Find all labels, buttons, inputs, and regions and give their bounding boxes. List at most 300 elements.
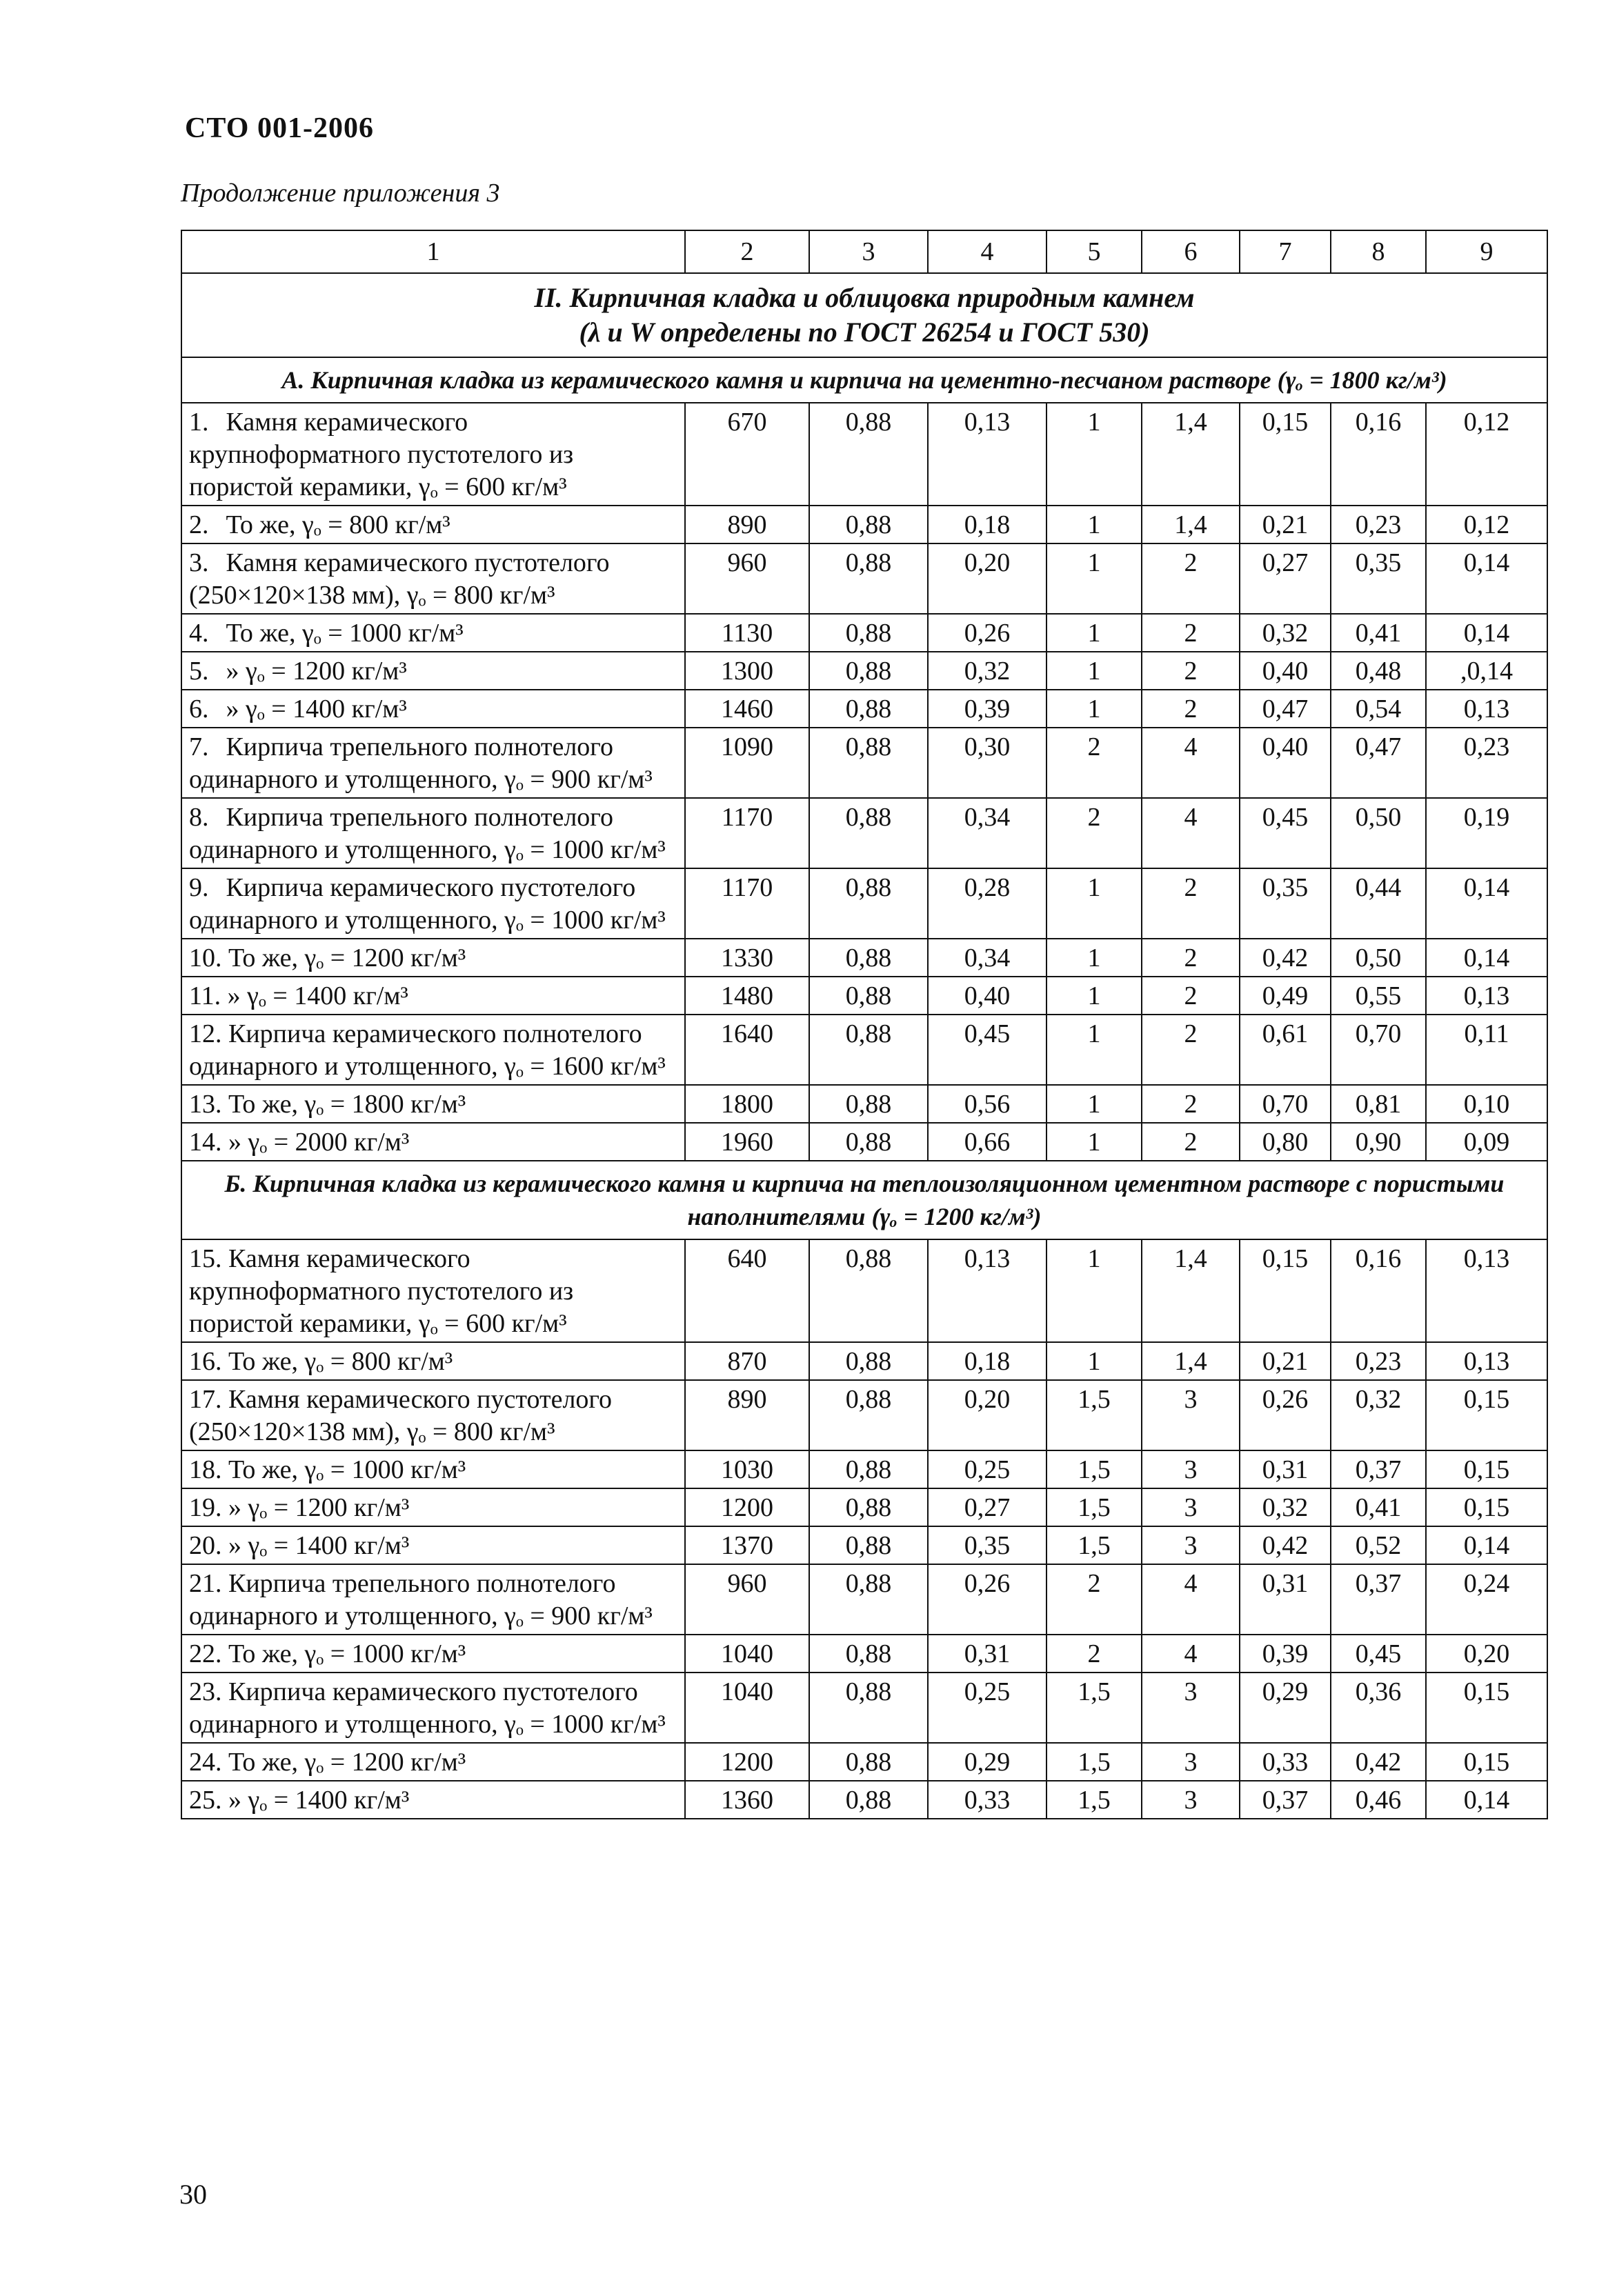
material-name: » γₒ = 1400 кг/м³ — [228, 1786, 410, 1815]
value-cell-col-8: 0,50 — [1331, 798, 1426, 868]
value-cell-col-6: 2 — [1142, 543, 1240, 614]
table-row — [181, 506, 1547, 543]
value-cell-col-9: 0,14 — [1426, 1526, 1547, 1564]
value-cell-col-7: 0,42 — [1240, 939, 1331, 977]
value-cell-col-5: 1,5 — [1047, 1380, 1142, 1450]
material-cell — [181, 1015, 685, 1085]
material-name: Кирпича керамического полнотелого одинарного и утолщенного, γₒ = 1600 кг/м³ — [189, 1019, 666, 1081]
value-cell-col-4: 0,56 — [928, 1085, 1047, 1123]
value-cell-col-7: 0,21 — [1240, 506, 1331, 543]
value-cell-col-3: 0,88 — [809, 1342, 928, 1380]
value-cell-col-4: 0,40 — [928, 977, 1047, 1015]
value-cell-col-6: 3 — [1142, 1380, 1240, 1450]
value-cell-col-3: 0,88 — [809, 652, 928, 690]
section-title: II. Кирпичная кладка и облицовка природным камнем — [534, 282, 1195, 313]
value-cell-col-4: 0,18 — [928, 1342, 1047, 1380]
subsection-title: А. Кирпичная кладка из керамического камня и кирпича на цементно-песчаном растворе (γₒ = 1800 кг/м³) — [181, 357, 1547, 403]
value-cell-col-3: 0,88 — [809, 403, 928, 506]
section-note: (λ и W определены по ГОСТ 26254 и ГОСТ 530) — [579, 317, 1150, 348]
material-name: Кирпича трепельного полнотелого одинарного и утолщенного, γₒ = 900 кг/м³ — [189, 732, 653, 794]
row-number: 11. — [189, 981, 221, 1010]
value-cell-col-3: 0,88 — [809, 1743, 928, 1781]
material-cell — [181, 1635, 685, 1673]
value-cell-col-8: 0,16 — [1331, 403, 1426, 506]
material-cell — [181, 1123, 685, 1161]
thermal-properties-table — [181, 230, 1548, 1819]
value-cell-col-2: 1170 — [685, 798, 809, 868]
value-cell-col-8: 0,42 — [1331, 1743, 1426, 1781]
value-cell-col-9: 0,14 — [1426, 1781, 1547, 1819]
value-cell-col-6: 2 — [1142, 614, 1240, 652]
value-cell-col-9: 0,13 — [1426, 1342, 1547, 1380]
value-cell-col-5: 1,5 — [1047, 1743, 1142, 1781]
material-cell — [181, 728, 685, 798]
row-number: 23. — [189, 1677, 222, 1706]
value-cell-col-4: 0,25 — [928, 1673, 1047, 1743]
material-name: Камня керамического крупноформатного пустотелого из пористой керамики, γₒ = 600 кг/м³ — [189, 1244, 574, 1338]
value-cell-col-7: 0,15 — [1240, 403, 1331, 506]
value-cell-col-3: 0,88 — [809, 939, 928, 977]
value-cell-col-5: 1 — [1047, 1123, 1142, 1161]
value-cell-col-5: 1 — [1047, 506, 1142, 543]
value-cell-col-7: 0,15 — [1240, 1239, 1331, 1342]
value-cell-col-3: 0,88 — [809, 1781, 928, 1819]
value-cell-col-4: 0,45 — [928, 1015, 1047, 1085]
value-cell-col-9: ,0,14 — [1426, 652, 1547, 690]
row-number: 10. — [189, 944, 222, 972]
value-cell-col-7: 0,31 — [1240, 1564, 1331, 1635]
value-cell-col-9: 0,15 — [1426, 1673, 1547, 1743]
value-cell-col-9: 0,14 — [1426, 614, 1547, 652]
column-header: 6 — [1142, 230, 1240, 273]
table-row — [181, 868, 1547, 939]
row-number: 19. — [189, 1493, 222, 1522]
value-cell-col-6: 2 — [1142, 690, 1240, 728]
value-cell-col-4: 0,30 — [928, 728, 1047, 798]
value-cell-col-7: 0,29 — [1240, 1673, 1331, 1743]
value-cell-col-8: 0,35 — [1331, 543, 1426, 614]
value-cell-col-8: 0,44 — [1331, 868, 1426, 939]
table-row — [181, 614, 1547, 652]
row-number: 4. — [189, 619, 209, 648]
material-name: » γₒ = 1200 кг/м³ — [228, 1493, 410, 1522]
column-header: 2 — [685, 230, 809, 273]
value-cell-col-6: 2 — [1142, 652, 1240, 690]
row-number: 14. — [189, 1128, 222, 1157]
material-cell — [181, 1781, 685, 1819]
section-heading-row — [181, 273, 1547, 357]
value-cell-col-5: 2 — [1047, 798, 1142, 868]
value-cell-col-6: 3 — [1142, 1488, 1240, 1526]
value-cell-col-6: 2 — [1142, 977, 1240, 1015]
value-cell-col-2: 1800 — [685, 1085, 809, 1123]
value-cell-col-9: 0,14 — [1426, 939, 1547, 977]
material-name: Кирпича трепельного полнотелого одинарного и утолщенного, γₒ = 900 кг/м³ — [189, 1569, 653, 1630]
row-number: 15. — [189, 1244, 222, 1273]
value-cell-col-7: 0,61 — [1240, 1015, 1331, 1085]
material-name: То же, γₒ = 1200 кг/м³ — [228, 1748, 466, 1777]
column-number-row — [181, 230, 1547, 273]
material-cell — [181, 506, 685, 543]
value-cell-col-2: 670 — [685, 403, 809, 506]
table-row — [181, 1743, 1547, 1781]
material-cell — [181, 1450, 685, 1488]
value-cell-col-9: 0,24 — [1426, 1564, 1547, 1635]
column-header: 7 — [1240, 230, 1331, 273]
row-number: 12. — [189, 1019, 222, 1048]
table-row — [181, 1342, 1547, 1380]
value-cell-col-9: 0,09 — [1426, 1123, 1547, 1161]
material-cell — [181, 868, 685, 939]
table-row — [181, 652, 1547, 690]
table-row — [181, 939, 1547, 977]
value-cell-col-5: 1 — [1047, 614, 1142, 652]
value-cell-col-2: 1480 — [685, 977, 809, 1015]
value-cell-col-7: 0,35 — [1240, 868, 1331, 939]
row-number: 25. — [189, 1786, 222, 1815]
table-row — [181, 1015, 1547, 1085]
value-cell-col-4: 0,34 — [928, 939, 1047, 977]
value-cell-col-5: 1 — [1047, 868, 1142, 939]
value-cell-col-2: 1090 — [685, 728, 809, 798]
value-cell-col-6: 3 — [1142, 1526, 1240, 1564]
value-cell-col-9: 0,14 — [1426, 868, 1547, 939]
value-cell-col-4: 0,26 — [928, 614, 1047, 652]
material-cell — [181, 1564, 685, 1635]
table-body — [181, 230, 1547, 1819]
value-cell-col-4: 0,25 — [928, 1450, 1047, 1488]
value-cell-col-5: 2 — [1047, 1564, 1142, 1635]
value-cell-col-7: 0,27 — [1240, 543, 1331, 614]
value-cell-col-7: 0,70 — [1240, 1085, 1331, 1123]
value-cell-col-8: 0,47 — [1331, 728, 1426, 798]
material-cell — [181, 543, 685, 614]
value-cell-col-6: 4 — [1142, 798, 1240, 868]
value-cell-col-9: 0,13 — [1426, 690, 1547, 728]
value-cell-col-2: 1330 — [685, 939, 809, 977]
value-cell-col-2: 870 — [685, 1342, 809, 1380]
document-code: СТО 001-2006 — [185, 112, 374, 144]
material-name: Камня керамического пустотелого (250×120×138 мм), γₒ = 800 кг/м³ — [189, 1385, 613, 1446]
table-row — [181, 690, 1547, 728]
material-cell — [181, 1239, 685, 1342]
material-cell — [181, 939, 685, 977]
value-cell-col-9: 0,15 — [1426, 1450, 1547, 1488]
value-cell-col-9: 0,15 — [1426, 1743, 1547, 1781]
column-header: 4 — [928, 230, 1047, 273]
value-cell-col-8: 0,48 — [1331, 652, 1426, 690]
material-name: Кирпича трепельного полнотелого одинарного и утолщенного, γₒ = 1000 кг/м³ — [189, 803, 666, 864]
table-row — [181, 1380, 1547, 1450]
value-cell-col-2: 960 — [685, 1564, 809, 1635]
value-cell-col-3: 0,88 — [809, 1015, 928, 1085]
value-cell-col-9: 0,15 — [1426, 1488, 1547, 1526]
value-cell-col-7: 0,47 — [1240, 690, 1331, 728]
table-row — [181, 977, 1547, 1015]
value-cell-col-9: 0,14 — [1426, 543, 1547, 614]
value-cell-col-6: 2 — [1142, 1085, 1240, 1123]
value-cell-col-7: 0,49 — [1240, 977, 1331, 1015]
value-cell-col-6: 2 — [1142, 868, 1240, 939]
value-cell-col-9: 0,13 — [1426, 977, 1547, 1015]
table-row — [181, 728, 1547, 798]
value-cell-col-9: 0,12 — [1426, 506, 1547, 543]
material-cell — [181, 1673, 685, 1743]
material-name: То же, γₒ = 1800 кг/м³ — [228, 1090, 466, 1119]
row-number: 16. — [189, 1347, 222, 1376]
material-name: То же, γₒ = 1000 кг/м³ — [226, 619, 464, 648]
row-number: 24. — [189, 1748, 222, 1777]
value-cell-col-5: 1,5 — [1047, 1781, 1142, 1819]
value-cell-col-3: 0,88 — [809, 690, 928, 728]
table-row — [181, 1781, 1547, 1819]
value-cell-col-8: 0,37 — [1331, 1450, 1426, 1488]
value-cell-col-2: 1370 — [685, 1526, 809, 1564]
value-cell-col-4: 0,20 — [928, 543, 1047, 614]
material-cell — [181, 652, 685, 690]
value-cell-col-8: 0,46 — [1331, 1781, 1426, 1819]
value-cell-col-3: 0,88 — [809, 977, 928, 1015]
value-cell-col-9: 0,19 — [1426, 798, 1547, 868]
material-cell — [181, 1488, 685, 1526]
value-cell-col-3: 0,88 — [809, 1564, 928, 1635]
row-number: 20. — [189, 1531, 222, 1560]
value-cell-col-7: 0,26 — [1240, 1380, 1331, 1450]
value-cell-col-4: 0,27 — [928, 1488, 1047, 1526]
row-number: 5. — [189, 657, 209, 686]
section-heading — [181, 273, 1547, 357]
row-number: 17. — [189, 1385, 222, 1414]
material-cell — [181, 977, 685, 1015]
row-number: 8. — [189, 803, 209, 832]
value-cell-col-5: 1,5 — [1047, 1488, 1142, 1526]
value-cell-col-6: 1,4 — [1142, 1239, 1240, 1342]
value-cell-col-6: 4 — [1142, 1564, 1240, 1635]
value-cell-col-8: 0,23 — [1331, 1342, 1426, 1380]
value-cell-col-4: 0,31 — [928, 1635, 1047, 1673]
value-cell-col-3: 0,88 — [809, 1488, 928, 1526]
table-row — [181, 1085, 1547, 1123]
value-cell-col-8: 0,16 — [1331, 1239, 1426, 1342]
subsection-heading-row — [181, 1161, 1547, 1239]
value-cell-col-6: 3 — [1142, 1743, 1240, 1781]
value-cell-col-8: 0,32 — [1331, 1380, 1426, 1450]
row-number: 18. — [189, 1455, 222, 1484]
value-cell-col-5: 1 — [1047, 1239, 1142, 1342]
value-cell-col-3: 0,88 — [809, 614, 928, 652]
material-name: » γₒ = 1400 кг/м³ — [226, 695, 407, 723]
value-cell-col-4: 0,18 — [928, 506, 1047, 543]
value-cell-col-5: 1,5 — [1047, 1450, 1142, 1488]
value-cell-col-6: 4 — [1142, 1635, 1240, 1673]
value-cell-col-2: 1170 — [685, 868, 809, 939]
material-cell — [181, 798, 685, 868]
material-cell — [181, 1380, 685, 1450]
value-cell-col-4: 0,28 — [928, 868, 1047, 939]
value-cell-col-6: 3 — [1142, 1673, 1240, 1743]
value-cell-col-7: 0,45 — [1240, 798, 1331, 868]
value-cell-col-5: 1,5 — [1047, 1526, 1142, 1564]
row-number: 3. — [189, 548, 209, 577]
value-cell-col-7: 0,21 — [1240, 1342, 1331, 1380]
value-cell-col-7: 0,40 — [1240, 652, 1331, 690]
value-cell-col-2: 1030 — [685, 1450, 809, 1488]
table-row — [181, 1564, 1547, 1635]
value-cell-col-3: 0,88 — [809, 1673, 928, 1743]
row-number: 1. — [189, 408, 209, 437]
value-cell-col-6: 1,4 — [1142, 1342, 1240, 1380]
value-cell-col-8: 0,37 — [1331, 1564, 1426, 1635]
value-cell-col-5: 1 — [1047, 690, 1142, 728]
value-cell-col-7: 0,32 — [1240, 1488, 1331, 1526]
value-cell-col-2: 1200 — [685, 1488, 809, 1526]
value-cell-col-9: 0,10 — [1426, 1085, 1547, 1123]
row-number: 21. — [189, 1569, 222, 1598]
value-cell-col-8: 0,45 — [1331, 1635, 1426, 1673]
value-cell-col-5: 2 — [1047, 1635, 1142, 1673]
value-cell-col-4: 0,35 — [928, 1526, 1047, 1564]
value-cell-col-8: 0,41 — [1331, 1488, 1426, 1526]
value-cell-col-6: 2 — [1142, 939, 1240, 977]
material-name: То же, γₒ = 1000 кг/м³ — [228, 1455, 466, 1484]
value-cell-col-7: 0,31 — [1240, 1450, 1331, 1488]
material-cell — [181, 1085, 685, 1123]
value-cell-col-7: 0,32 — [1240, 614, 1331, 652]
row-number: 9. — [189, 873, 209, 902]
value-cell-col-3: 0,88 — [809, 1380, 928, 1450]
value-cell-col-3: 0,88 — [809, 798, 928, 868]
value-cell-col-7: 0,80 — [1240, 1123, 1331, 1161]
value-cell-col-4: 0,13 — [928, 403, 1047, 506]
column-header: 8 — [1331, 230, 1426, 273]
value-cell-col-6: 3 — [1142, 1450, 1240, 1488]
subsection-title: Б. Кирпичная кладка из керамического камня и кирпича на теплоизоляционном цементном растворе с пористыми наполнителями (γₒ = 1200 кг/м³) — [181, 1161, 1547, 1239]
value-cell-col-5: 1 — [1047, 1085, 1142, 1123]
value-cell-col-3: 0,88 — [809, 868, 928, 939]
value-cell-col-3: 0,88 — [809, 1085, 928, 1123]
value-cell-col-6: 2 — [1142, 1123, 1240, 1161]
value-cell-col-8: 0,50 — [1331, 939, 1426, 977]
value-cell-col-3: 0,88 — [809, 1450, 928, 1488]
value-cell-col-8: 0,81 — [1331, 1085, 1426, 1123]
row-number: 13. — [189, 1090, 222, 1119]
value-cell-col-3: 0,88 — [809, 1526, 928, 1564]
row-number: 6. — [189, 695, 209, 723]
value-cell-col-4: 0,39 — [928, 690, 1047, 728]
value-cell-col-5: 1 — [1047, 939, 1142, 977]
value-cell-col-7: 0,39 — [1240, 1635, 1331, 1673]
value-cell-col-2: 1360 — [685, 1781, 809, 1819]
value-cell-col-4: 0,32 — [928, 652, 1047, 690]
value-cell-col-7: 0,37 — [1240, 1781, 1331, 1819]
value-cell-col-2: 1460 — [685, 690, 809, 728]
column-header: 9 — [1426, 230, 1547, 273]
column-header: 1 — [181, 230, 685, 273]
value-cell-col-9: 0,23 — [1426, 728, 1547, 798]
value-cell-col-9: 0,15 — [1426, 1380, 1547, 1450]
value-cell-col-5: 1 — [1047, 1015, 1142, 1085]
material-name: » γₒ = 2000 кг/м³ — [228, 1128, 410, 1157]
material-name: То же, γₒ = 1000 кг/м³ — [228, 1639, 466, 1668]
column-header: 3 — [809, 230, 928, 273]
material-name: » γₒ = 1200 кг/м³ — [226, 657, 407, 686]
value-cell-col-3: 0,88 — [809, 728, 928, 798]
material-name: Кирпича керамического пустотелого одинарного и утолщенного, γₒ = 1000 кг/м³ — [189, 873, 666, 935]
row-number: 2. — [189, 510, 209, 539]
value-cell-col-4: 0,34 — [928, 798, 1047, 868]
value-cell-col-4: 0,20 — [928, 1380, 1047, 1450]
value-cell-col-2: 1040 — [685, 1635, 809, 1673]
value-cell-col-2: 1200 — [685, 1743, 809, 1781]
value-cell-col-3: 0,88 — [809, 506, 928, 543]
value-cell-col-2: 1640 — [685, 1015, 809, 1085]
material-name: Кирпича керамического пустотелого одинарного и утолщенного, γₒ = 1000 кг/м³ — [189, 1677, 666, 1739]
value-cell-col-9: 0,11 — [1426, 1015, 1547, 1085]
material-name: Камня керамического пустотелого (250×120×138 мм), γₒ = 800 кг/м³ — [189, 548, 610, 610]
value-cell-col-2: 1960 — [685, 1123, 809, 1161]
material-name: Камня керамического крупноформатного пустотелого из пористой керамики, γₒ = 600 кг/м³ — [189, 408, 574, 501]
table-row — [181, 1635, 1547, 1673]
value-cell-col-3: 0,88 — [809, 1123, 928, 1161]
page-number: 30 — [179, 2179, 207, 2210]
value-cell-col-6: 2 — [1142, 1015, 1240, 1085]
value-cell-col-2: 890 — [685, 506, 809, 543]
value-cell-col-4: 0,66 — [928, 1123, 1047, 1161]
value-cell-col-6: 1,4 — [1142, 403, 1240, 506]
value-cell-col-3: 0,88 — [809, 1635, 928, 1673]
material-name: » γₒ = 1400 кг/м³ — [228, 1531, 410, 1560]
value-cell-col-2: 1300 — [685, 652, 809, 690]
value-cell-col-5: 1 — [1047, 977, 1142, 1015]
material-name: То же, γₒ = 800 кг/м³ — [226, 510, 450, 539]
material-cell — [181, 1342, 685, 1380]
table-row — [181, 543, 1547, 614]
table-row — [181, 1673, 1547, 1743]
row-number: 22. — [189, 1639, 222, 1668]
value-cell-col-5: 1 — [1047, 403, 1142, 506]
value-cell-col-2: 1040 — [685, 1673, 809, 1743]
value-cell-col-2: 640 — [685, 1239, 809, 1342]
value-cell-col-3: 0,88 — [809, 1239, 928, 1342]
value-cell-col-8: 0,41 — [1331, 614, 1426, 652]
table-row — [181, 1488, 1547, 1526]
value-cell-col-3: 0,88 — [809, 543, 928, 614]
value-cell-col-7: 0,40 — [1240, 728, 1331, 798]
value-cell-col-8: 0,54 — [1331, 690, 1426, 728]
value-cell-col-8: 0,23 — [1331, 506, 1426, 543]
material-cell — [181, 690, 685, 728]
value-cell-col-2: 1130 — [685, 614, 809, 652]
value-cell-col-8: 0,90 — [1331, 1123, 1426, 1161]
value-cell-col-4: 0,13 — [928, 1239, 1047, 1342]
material-name: То же, γₒ = 1200 кг/м³ — [228, 944, 466, 972]
value-cell-col-7: 0,42 — [1240, 1526, 1331, 1564]
value-cell-col-9: 0,20 — [1426, 1635, 1547, 1673]
value-cell-col-4: 0,29 — [928, 1743, 1047, 1781]
value-cell-col-9: 0,12 — [1426, 403, 1547, 506]
table-row — [181, 1450, 1547, 1488]
material-name: То же, γₒ = 800 кг/м³ — [228, 1347, 453, 1376]
value-cell-col-5: 1 — [1047, 652, 1142, 690]
table-row — [181, 1526, 1547, 1564]
column-header: 5 — [1047, 230, 1142, 273]
value-cell-col-4: 0,33 — [928, 1781, 1047, 1819]
table-row — [181, 403, 1547, 506]
value-cell-col-5: 2 — [1047, 728, 1142, 798]
value-cell-col-8: 0,36 — [1331, 1673, 1426, 1743]
table-row — [181, 1239, 1547, 1342]
value-cell-col-6: 4 — [1142, 728, 1240, 798]
